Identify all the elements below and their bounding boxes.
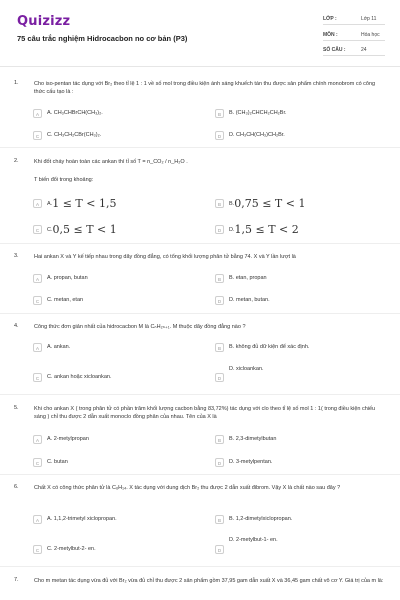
question-divider bbox=[0, 474, 400, 475]
option-d[interactable] bbox=[215, 130, 385, 141]
option-text: D. 3-metylpentan. bbox=[229, 459, 273, 465]
option-letter: A bbox=[33, 274, 42, 283]
option-text: B. etan, propan bbox=[229, 275, 267, 281]
question-divider bbox=[0, 313, 400, 314]
option-a[interactable] bbox=[33, 514, 203, 525]
option-letter: B bbox=[215, 515, 224, 524]
option-letter: C bbox=[33, 131, 42, 140]
worksheet-title: 75 câu trắc nghiệm Hidrocacbon no cơ bản (P3) bbox=[17, 34, 188, 43]
question-number: 2. bbox=[14, 158, 19, 164]
question-divider bbox=[0, 243, 400, 244]
question-text: Chất X có công thức phân tử là C₆H₁₄. X tác dụng với dung dịch Br₂ thu được 2 dẫn xuất đibrom. Vậy X là chất nào sau đây ? bbox=[34, 485, 341, 491]
option-text: A. ankan. bbox=[47, 344, 71, 350]
option-letter: C bbox=[33, 545, 42, 554]
option-a[interactable] bbox=[33, 434, 203, 445]
option-c[interactable] bbox=[33, 457, 203, 468]
option-text: C. 2-metylbut-2- en. bbox=[47, 546, 96, 552]
meta-label: LỚP : bbox=[323, 16, 337, 22]
option-d-badge[interactable] bbox=[215, 544, 385, 555]
question-divider bbox=[0, 394, 400, 395]
quizizz-logo: Quizizz bbox=[17, 14, 71, 29]
header-divider bbox=[0, 66, 400, 67]
option-letter: B bbox=[215, 435, 224, 444]
question-number: 3. bbox=[14, 253, 19, 259]
question-text: Công thức đơn giản nhất của hidrocacbon M là CₙH₂ₙ₊₁. M thuộc dãy đồng đẳng nào ? bbox=[34, 324, 246, 330]
option-text: 0,75 ≤ T < 1 bbox=[234, 197, 306, 210]
meta-label: MÔN : bbox=[323, 32, 338, 38]
option-letter: B bbox=[215, 109, 224, 118]
meta-value: 24 bbox=[361, 47, 367, 53]
option-c[interactable] bbox=[33, 295, 203, 306]
option-d[interactable] bbox=[215, 457, 385, 468]
option-letter: B bbox=[215, 343, 224, 352]
option-letter: A bbox=[33, 515, 42, 524]
option-prefix: D. bbox=[229, 227, 235, 233]
option-c[interactable] bbox=[33, 130, 203, 141]
question-number: 1. bbox=[14, 80, 19, 86]
option-letter: C bbox=[33, 296, 42, 305]
option-text: C. butan bbox=[47, 459, 68, 465]
option-c[interactable] bbox=[33, 372, 203, 383]
option-letter: D bbox=[215, 296, 224, 305]
option-letter: C bbox=[33, 373, 42, 382]
option-letter: A bbox=[33, 343, 42, 352]
option-letter: A bbox=[33, 109, 42, 118]
option-a[interactable] bbox=[33, 198, 203, 209]
option-text: D. xicloankan. bbox=[229, 366, 264, 372]
option-d[interactable] bbox=[215, 295, 385, 306]
option-letter: C bbox=[33, 458, 42, 467]
option-a[interactable] bbox=[33, 273, 203, 284]
option-letter: D bbox=[215, 545, 224, 554]
option-text: 1,5 ≤ T < 2 bbox=[234, 223, 299, 236]
option-text: C. CH₃CH₂CBr(CH₃)₂. bbox=[47, 132, 102, 138]
option-text: C. ankan hoặc xicloankan. bbox=[47, 374, 112, 380]
option-text: A. CH₃CHBrCH(CH₃)₂. bbox=[47, 110, 103, 116]
option-b[interactable] bbox=[215, 198, 385, 209]
question-text: Cho iso-pentan tác dụng với Br₂ theo tỉ lệ 1 : 1 về số mol trong điều kiện ánh sáng khuếch tán thu được sản phẩm chính monobrom có công thức cấu tạo là : bbox=[34, 81, 376, 95]
meta-label: SỐ CÂU : bbox=[323, 47, 346, 53]
question-divider bbox=[0, 147, 400, 148]
option-letter: B bbox=[215, 199, 224, 208]
option-c[interactable] bbox=[33, 544, 203, 555]
option-text: C. metan, etan bbox=[47, 297, 84, 303]
option-text: 1 ≤ T < 1,5 bbox=[52, 197, 117, 210]
option-letter: C bbox=[33, 225, 42, 234]
option-text: 0,5 ≤ T < 1 bbox=[52, 223, 117, 236]
option-text: B. không đủ dữ kiện để xác định. bbox=[229, 344, 310, 350]
option-c[interactable] bbox=[33, 224, 203, 235]
option-letter: D bbox=[215, 131, 224, 140]
option-text: B. (CH₃)₂CHCH₂CH₂Br. bbox=[229, 110, 287, 116]
option-text: D. metan, butan. bbox=[229, 297, 270, 303]
option-text: A. 2-metylpropan bbox=[47, 436, 89, 442]
question-text: Khi cho ankan X ( trong phân tử có phần trăm khối lượng cacbon bằng 83,72%) tác dụng với clo theo tỉ lệ số mol 1 : 1( trong điều kiện chiếu sáng ) chỉ thu được 2 dẫn xuất monoclo đồng phân của nhau. Tên của X là bbox=[34, 406, 376, 420]
question-text: Khi đốt cháy hoàn toàn các ankan thì tỉ số T = n_CO₂ / n_H₂O . bbox=[34, 159, 188, 165]
option-d[interactable] bbox=[215, 224, 385, 235]
question-number: 5. bbox=[14, 405, 19, 411]
question-text: Cho m metan tác dụng vừa đủ với Br₂ vừa đủ chỉ thu được 2 sản phẩm gồm 37,95 gam dẫn xuất X và 36,45 gam chất vô cơ Y. Giá trị của m là: bbox=[34, 578, 384, 584]
question-number: 6. bbox=[14, 484, 19, 490]
option-prefix: C. bbox=[47, 227, 53, 233]
question-text: Hai ankan X và Y kế tiếp nhau trong dãy đồng đẳng, có tổng khối lượng phân tử bằng 74. X và Y lần lượt là bbox=[34, 254, 296, 260]
option-prefix: B. bbox=[229, 201, 235, 207]
option-d-badge[interactable] bbox=[215, 372, 385, 383]
option-a[interactable] bbox=[33, 342, 203, 353]
option-b[interactable] bbox=[215, 273, 385, 284]
option-prefix: A. bbox=[47, 201, 53, 207]
option-letter: D bbox=[215, 373, 224, 382]
question-subtext: T biến đổi trong khoảng: bbox=[34, 177, 94, 183]
question-number: 4. bbox=[14, 323, 19, 329]
question-divider bbox=[0, 566, 400, 567]
option-a[interactable] bbox=[33, 108, 203, 119]
option-text: D. 2-metylbut-1- en. bbox=[229, 537, 278, 543]
option-text: A. propan, butan bbox=[47, 275, 88, 281]
option-text: B. 2,3-dimetylbutan bbox=[229, 436, 277, 442]
option-letter: D bbox=[215, 225, 224, 234]
option-text: D. CH₃CH(CH₃)CH₂Br. bbox=[229, 132, 285, 138]
option-b[interactable] bbox=[215, 108, 385, 119]
option-b[interactable] bbox=[215, 434, 385, 445]
meta-value: Hóa học bbox=[361, 32, 380, 38]
option-text: A. 1,1,2-trimetyl xiclopropan. bbox=[47, 516, 117, 522]
option-b[interactable] bbox=[215, 342, 385, 353]
option-text: B. 1,2-dimetylxiclopropan. bbox=[229, 516, 293, 522]
question-number: 7. bbox=[14, 577, 19, 583]
option-letter: B bbox=[215, 274, 224, 283]
option-b[interactable] bbox=[215, 514, 385, 525]
meta-value: Lớp 11 bbox=[361, 16, 377, 22]
option-letter: A bbox=[33, 435, 42, 444]
option-letter: A bbox=[33, 199, 42, 208]
option-letter: D bbox=[215, 458, 224, 467]
